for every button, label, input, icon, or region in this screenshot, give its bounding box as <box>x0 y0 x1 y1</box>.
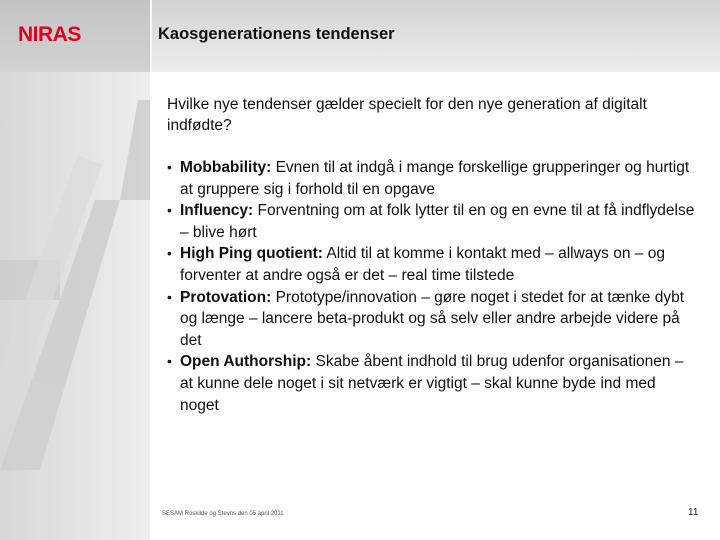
slide-title: Kaosgenerationens tendenser <box>158 25 395 43</box>
bullet-item <box>167 200 697 243</box>
bullet-text: Evnen til at indgå i mange forskellige grupperinger og hurtigt at gruppere sig i forhold til en opgave <box>180 159 690 198</box>
bullet-item <box>167 351 697 416</box>
bullet-item <box>167 287 697 352</box>
bullet-text: Forventning om at folk lytter til en og en evne til at få indflydelse – blive hørt <box>180 202 695 241</box>
bullet-item <box>167 243 697 286</box>
bullet-dot-icon: • <box>167 353 172 370</box>
bullet-dot-icon: • <box>167 159 172 175</box>
page-number: 11 <box>688 507 699 518</box>
bullet-dot-icon: • <box>167 288 172 305</box>
bullet-text: Prototype/innovation – gøre noget i stedet for at tænke dybt og længe – lancere beta-produkt og så selv eller andre arbejde videre på det <box>180 288 684 349</box>
logo-text: NIRAS <box>18 23 81 44</box>
bullet-dot-icon: • <box>167 245 172 262</box>
bullet-item <box>167 157 697 200</box>
bullet-text: Skabe åbent indhold til brug udenfor organisationen – at kunne dele noget i sit netværk er vigtigt – skal kunne byde ind med noget <box>180 353 684 414</box>
bullet-dot-icon: • <box>167 202 172 219</box>
intro-question: Hvilke nye tendenser gælder specielt for den nye generation af digitalt indfødte? <box>167 96 647 134</box>
footer-text: SESAM Roskilde og Stevns den 05 april 2011 <box>162 511 284 517</box>
bullet-term: High Ping quotient: <box>180 245 323 263</box>
bullet-term: Mobbability: <box>180 159 272 176</box>
bullet-text: Altid til at komme i kontakt med – allways on – og forventer at andre også er det – real time tilstede <box>180 245 665 284</box>
content-panel <box>150 72 720 512</box>
bullet-term: Influency: <box>180 202 254 220</box>
bullet-term: Protovation: <box>180 288 272 306</box>
left-panel <box>0 0 150 540</box>
watermark-logo-icon <box>0 0 150 540</box>
bullet-list <box>167 157 697 416</box>
logo-box <box>0 0 150 72</box>
niras-logo-icon <box>18 22 106 44</box>
bullet-term: Open Authorship: <box>180 353 312 371</box>
header-divider <box>150 0 152 72</box>
